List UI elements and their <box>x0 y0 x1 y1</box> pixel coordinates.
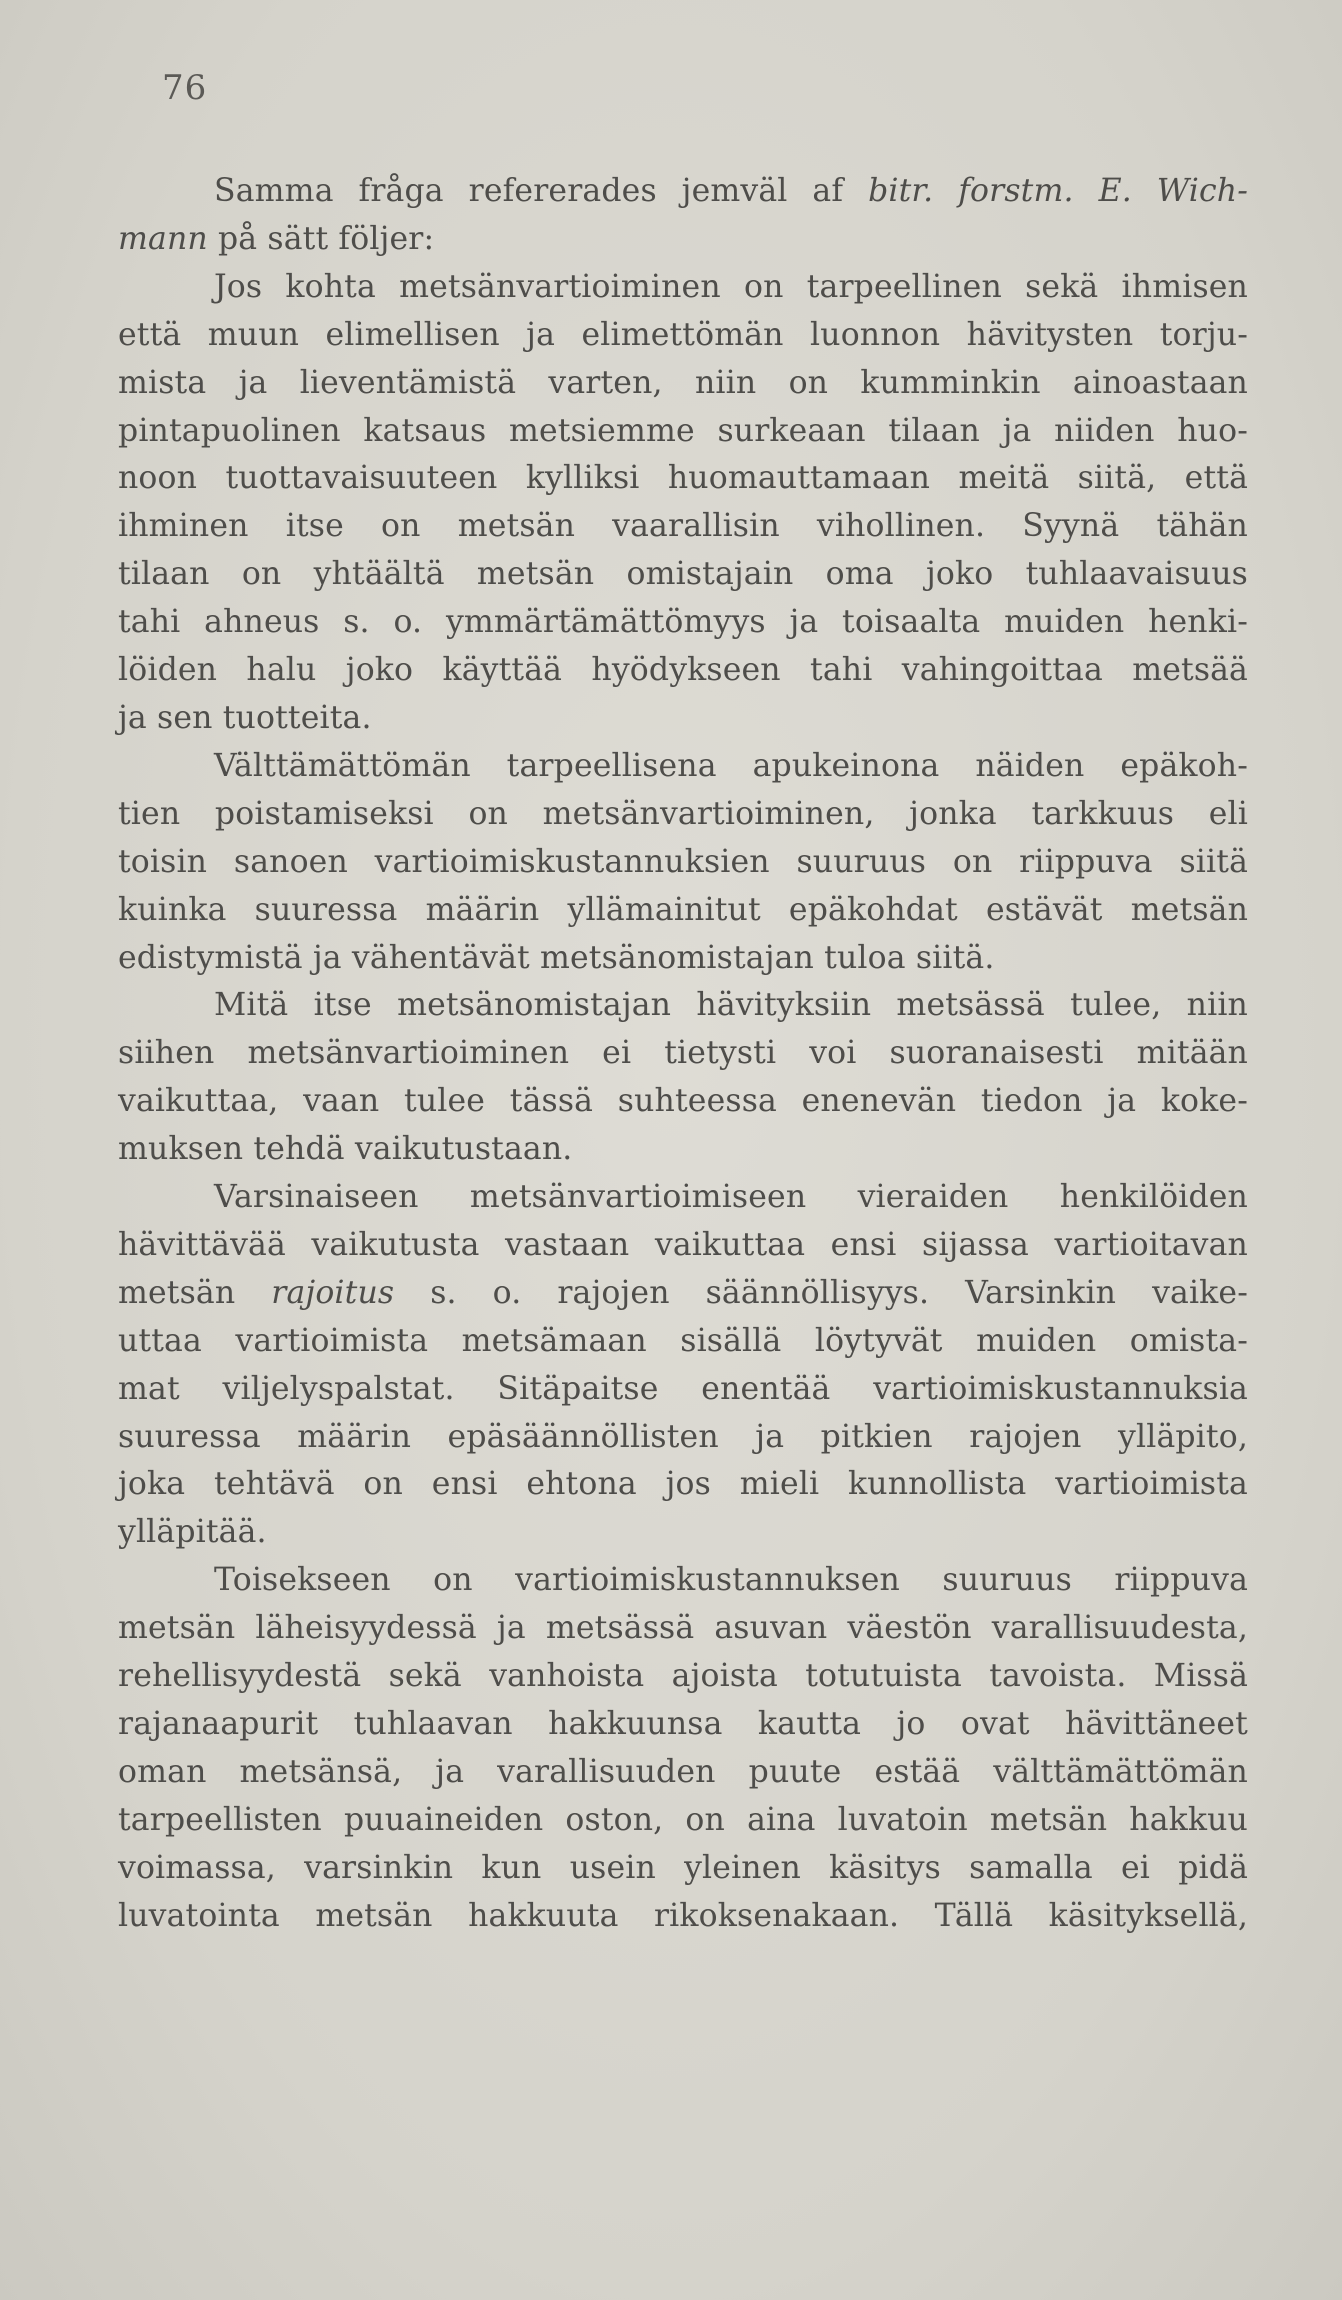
text-line <box>118 408 1248 456</box>
text-line <box>118 1078 1248 1126</box>
text-line <box>118 599 1248 647</box>
paragraph <box>118 168 1248 264</box>
italic-text-run: rajoitus <box>271 1274 395 1311</box>
text-run: luvatointa metsän hakkuuta rikoksenakaan. Tällä käsityksellä, <box>118 1897 1248 1934</box>
text-line <box>118 1318 1248 1366</box>
text-line <box>118 1030 1248 1078</box>
text-line <box>118 839 1248 887</box>
text-run: vaikuttaa, vaan tulee tässä suhteessa enenevän tiedon ja koke- <box>118 1083 1248 1120</box>
text-line <box>118 1653 1248 1701</box>
text-run: s. o. rajojen säännöllisyys. Varsinkin vaike- <box>394 1274 1248 1311</box>
text-run: hävittävää vaikutusta vastaan vaikuttaa ensi sijassa vartioitavan <box>118 1226 1248 1263</box>
text-line <box>118 1222 1248 1270</box>
text-line <box>118 168 1248 216</box>
text-run: oman metsänsä, ja varallisuuden puute estää välttämättömän <box>118 1753 1248 1790</box>
text-run: Samma fråga refererades jemväl af <box>214 173 869 209</box>
text-run: metsän <box>118 1274 272 1311</box>
italic-text-run: mann <box>118 220 208 257</box>
text-run: pintapuolinen katsaus metsiemme surkeaan tilaan ja niiden huo- <box>118 412 1248 449</box>
text-run: joka tehtävä on ensi ehtona jos mieli kunnollista vartioimista <box>118 1466 1248 1503</box>
text-line <box>118 1366 1248 1414</box>
text-line <box>118 647 1248 695</box>
text-run: tahi ahneus s. o. ymmärtämättömyys ja toisaalta muiden henki- <box>118 604 1248 641</box>
text-line <box>118 1174 1248 1222</box>
text-run: rajanaapurit tuhlaavan hakkuunsa kautta jo ovat hävittäneet <box>118 1706 1248 1742</box>
text-line <box>118 982 1248 1030</box>
text-line <box>118 551 1248 599</box>
text-run: tilaan on yhtäältä metsän omistajain oma joko tuhlaavaisuus <box>118 556 1248 593</box>
text-line <box>118 1509 1248 1557</box>
text-run: voimassa, varsinkin kun usein yleinen käsitys samalla ei pidä <box>118 1849 1248 1886</box>
text-line <box>118 1701 1248 1749</box>
text-run: että muun elimellisen ja elimettömän luonnon hävitysten torju- <box>118 316 1248 353</box>
text-run: Mitä itse metsänomistajan hävityksiin metsässä tulee, niin <box>214 987 1248 1024</box>
text-run: kuinka suuressa määrin yllämainitut epäkohdat estävät metsän <box>118 891 1248 928</box>
text-run: noon tuottavaisuuteen kylliksi huomauttamaan meitä siitä, että <box>118 460 1248 497</box>
text-run: muksen tehdä vaikutustaan. <box>118 1131 573 1168</box>
text-line <box>118 1845 1248 1893</box>
text-line <box>118 1749 1248 1797</box>
text-run: uttaa vartioimista metsämaan sisällä löytyvät muiden omista- <box>118 1322 1248 1359</box>
text-run: tarpeellisten puuaineiden oston, on aina luvatoin metsän hakkuu <box>118 1801 1248 1838</box>
text-line <box>118 1414 1248 1462</box>
text-line <box>118 216 1248 264</box>
text-run: ihminen itse on metsän vaarallisin vihollinen. Syynä tähän <box>118 508 1248 545</box>
paragraph <box>118 264 1248 743</box>
body-text <box>118 168 1248 1941</box>
text-run: edistymistä ja vähentävät metsänomistajan tuloa siitä. <box>118 939 995 976</box>
text-line <box>118 1605 1248 1653</box>
text-run: tien poistamiseksi on metsänvartioiminen, jonka tarkkuus eli <box>118 795 1248 832</box>
text-line <box>118 312 1248 360</box>
text-run: ylläpitää. <box>118 1514 267 1551</box>
text-line <box>118 455 1248 503</box>
text-line <box>118 791 1248 839</box>
text-run: löiden halu joko käyttää hyödykseen tahi vahingoittaa metsää <box>118 652 1248 689</box>
text-line <box>118 1893 1248 1941</box>
text-line <box>118 264 1248 312</box>
italic-text-run: bitr. forstm. E. Wich- <box>868 173 1248 209</box>
text-run: Välttämättömän tarpeellisena apukeinona näiden epäkoh- <box>214 747 1248 784</box>
page-number: 76 <box>162 68 208 108</box>
text-line <box>118 1461 1248 1509</box>
text-run: toisin sanoen vartioimiskustannuksien suuruus on riippuva siitä <box>118 843 1248 880</box>
paragraph <box>118 1174 1248 1557</box>
text-run: Jos kohta metsänvartioiminen on tarpeellinen sekä ihmisen <box>214 268 1248 305</box>
text-line <box>118 360 1248 408</box>
text-line <box>118 743 1248 791</box>
text-run: suuressa määrin epäsäännöllisten ja pitkien rajojen ylläpito, <box>118 1418 1248 1455</box>
text-run: mat viljelyspalstat. Sitäpaitse enentää vartioimiskustannuksia <box>118 1370 1248 1407</box>
text-run: siihen metsänvartioiminen ei tietysti voi suoranaisesti mitään <box>118 1035 1248 1072</box>
text-line <box>118 887 1248 935</box>
text-run: Varsinaiseen metsänvartioimiseen vieraiden henkilöiden <box>214 1179 1248 1216</box>
text-run: mista ja lieventämistä varten, niin on kumminkin ainoastaan <box>118 364 1248 401</box>
text-line <box>118 1126 1248 1174</box>
text-line <box>118 503 1248 551</box>
text-run: metsän läheisyydessä ja metsässä asuvan väestön varallisuudesta, <box>118 1610 1248 1647</box>
text-run: på sätt följer: <box>207 220 435 257</box>
text-line <box>118 1797 1248 1845</box>
text-line <box>118 695 1248 743</box>
text-line <box>118 1270 1248 1318</box>
text-line <box>118 935 1248 983</box>
paragraph <box>118 1557 1248 1940</box>
text-run: Toisekseen on vartioimiskustannuksen suuruus riippuva <box>214 1562 1248 1599</box>
paragraph <box>118 743 1248 983</box>
text-run: rehellisyydestä sekä vanhoista ajoista totutuista tavoista. Missä <box>118 1658 1248 1695</box>
paragraph <box>118 982 1248 1174</box>
text-run: ja sen tuotteita. <box>118 699 372 736</box>
text-line <box>118 1557 1248 1605</box>
